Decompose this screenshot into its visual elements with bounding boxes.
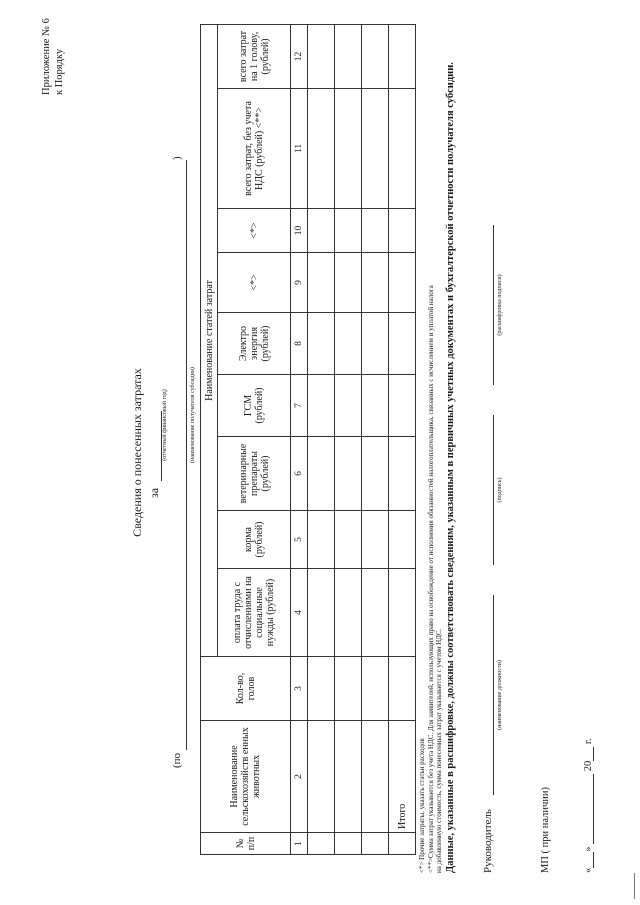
table-row xyxy=(362,24,389,854)
header-other-2: <*> xyxy=(218,209,291,253)
footnote-vat: <**>Сумма затрат указывается без учета НДС. Для заявителей, использующих право на освобождение от исполнения обязанностей налогоплательщика, связанных с исчислением и уплатой налога xyxy=(426,285,435,873)
table-cell xyxy=(362,313,389,375)
table-cell xyxy=(308,89,335,209)
column-number: 12 xyxy=(291,24,308,88)
table-cell xyxy=(308,437,335,511)
date-close-quote: » xyxy=(583,846,594,852)
table-cell xyxy=(362,253,389,313)
column-number: 3 xyxy=(291,657,308,721)
table-cell xyxy=(335,375,362,437)
header-total-no-vat: всего затрат, без учета НДС (рублей) <**> xyxy=(218,89,291,209)
table-cell xyxy=(308,209,335,253)
table-header-row xyxy=(201,24,218,854)
footnotes xyxy=(418,73,444,873)
annex-line-1: Приложение № 6 xyxy=(41,18,52,95)
footnote-other-costs: <*> Прочие затраты, указать статьи расходов xyxy=(418,738,426,873)
year-suffix: г. xyxy=(583,738,594,745)
table-row xyxy=(308,24,335,854)
table-cell xyxy=(389,511,416,569)
table-cell xyxy=(362,833,389,855)
table-cell xyxy=(335,24,362,88)
table-cell xyxy=(335,209,362,253)
table-cell xyxy=(308,657,335,721)
table-cell xyxy=(362,721,389,833)
table-cell xyxy=(335,253,362,313)
column-number: 4 xyxy=(291,569,308,657)
position-caption: (наименование должности) xyxy=(497,660,503,730)
table-cell xyxy=(389,657,416,721)
stamp-label: МП ( при наличии) xyxy=(540,786,551,873)
recipient-blank-line xyxy=(172,160,187,750)
table-cell xyxy=(335,89,362,209)
table-cell xyxy=(335,657,362,721)
column-number-row xyxy=(291,24,308,854)
compliance-note: Данные, указанные в расшифровке, должны соответствовать сведениям, указанным в первичных учетных документах и бухгалтерской отчетности получателя субсидии. xyxy=(445,62,456,873)
table-cell xyxy=(308,375,335,437)
header-cost-items: Наименование статей затрат xyxy=(201,24,218,656)
table-cell xyxy=(389,253,416,313)
header-fuel: ГСМ (рублей) xyxy=(218,375,291,437)
column-number: 1 xyxy=(291,833,308,855)
table-cell xyxy=(335,721,362,833)
table-cell xyxy=(362,437,389,511)
table-cell xyxy=(335,437,362,511)
table-cell xyxy=(335,569,362,657)
table-row xyxy=(335,24,362,854)
table-cell xyxy=(362,657,389,721)
year-prefix: 20 xyxy=(583,760,594,772)
header-vet: ветеринарные препараты (рублей) xyxy=(218,437,291,511)
recipient-suffix: ) xyxy=(171,156,183,160)
decode-caption: (расшифровка подписи) xyxy=(497,274,503,336)
table-cell xyxy=(308,721,335,833)
scan-mark xyxy=(634,873,635,899)
header-total-per-head: всего затрат на 1 голову, (рублей) xyxy=(218,24,291,88)
table-total-row xyxy=(389,24,416,854)
column-number: 6 xyxy=(291,437,308,511)
table-cell xyxy=(389,24,416,88)
decode-line xyxy=(493,225,494,385)
table-cell xyxy=(362,89,389,209)
column-number: 2 xyxy=(291,721,308,833)
date-line xyxy=(582,738,594,873)
period-prefix: за xyxy=(147,487,161,499)
table-cell xyxy=(362,511,389,569)
column-number: 10 xyxy=(291,209,308,253)
day-blank xyxy=(582,852,594,868)
header-animal-name: Наименование сельскохозяйств енных животных xyxy=(201,721,291,833)
period-caption: (отчетный финансовый год) xyxy=(162,389,168,461)
table-cell xyxy=(335,511,362,569)
table-cell xyxy=(308,313,335,375)
table-cell xyxy=(362,375,389,437)
signature-line xyxy=(493,415,494,565)
annex-label xyxy=(40,0,66,95)
document-title: Сведения о понесенных затратах xyxy=(130,368,144,537)
recipient-caption: (наименование получателя субсидии) xyxy=(190,367,196,463)
table-cell xyxy=(389,89,416,209)
column-number: 11 xyxy=(291,89,308,209)
table-cell xyxy=(308,253,335,313)
table-cell xyxy=(362,209,389,253)
table-cell xyxy=(389,209,416,253)
table-cell xyxy=(389,437,416,511)
position-line xyxy=(493,595,494,795)
table-cell xyxy=(389,833,416,855)
header-feed: корма (рублей) xyxy=(218,511,291,569)
header-quantity: Кол-во, голов xyxy=(201,657,291,721)
date-open-quote: « xyxy=(583,867,594,873)
table-cell xyxy=(335,313,362,375)
column-number: 7 xyxy=(291,375,308,437)
total-label: Итого xyxy=(389,721,416,833)
costs-table xyxy=(200,24,416,855)
table-cell xyxy=(308,569,335,657)
annex-line-2: к Порядку xyxy=(54,48,65,95)
recipient-prefix: (по xyxy=(171,752,183,768)
table-cell xyxy=(308,24,335,88)
header-number: № п/п xyxy=(201,833,291,855)
table-cell xyxy=(362,24,389,88)
table-cell xyxy=(389,375,416,437)
table-cell xyxy=(335,833,362,855)
table-cell xyxy=(389,569,416,657)
footnote-vat-cont: на добавленную стоимость, сумма понесенных затрат указывается с учетом НДС. xyxy=(435,628,443,873)
table-cell xyxy=(308,511,335,569)
header-electricity: Электро энергия (рублей) xyxy=(218,313,291,375)
table-cell xyxy=(362,569,389,657)
signature-label: Руководитель xyxy=(482,809,494,873)
column-number: 5 xyxy=(291,511,308,569)
column-number: 8 xyxy=(291,313,308,375)
period-blank xyxy=(149,411,162,481)
header-labor: оплата труда с отчислениями на социальные нужды (рублей) xyxy=(218,569,291,657)
header-other-1: <*> xyxy=(218,253,291,313)
column-number: 9 xyxy=(291,253,308,313)
table-cell xyxy=(308,833,335,855)
period-line xyxy=(147,0,162,905)
month-blank xyxy=(582,774,594,844)
signature-caption: (подпись) xyxy=(497,477,503,503)
table-cell xyxy=(389,313,416,375)
year-blank xyxy=(582,747,594,761)
